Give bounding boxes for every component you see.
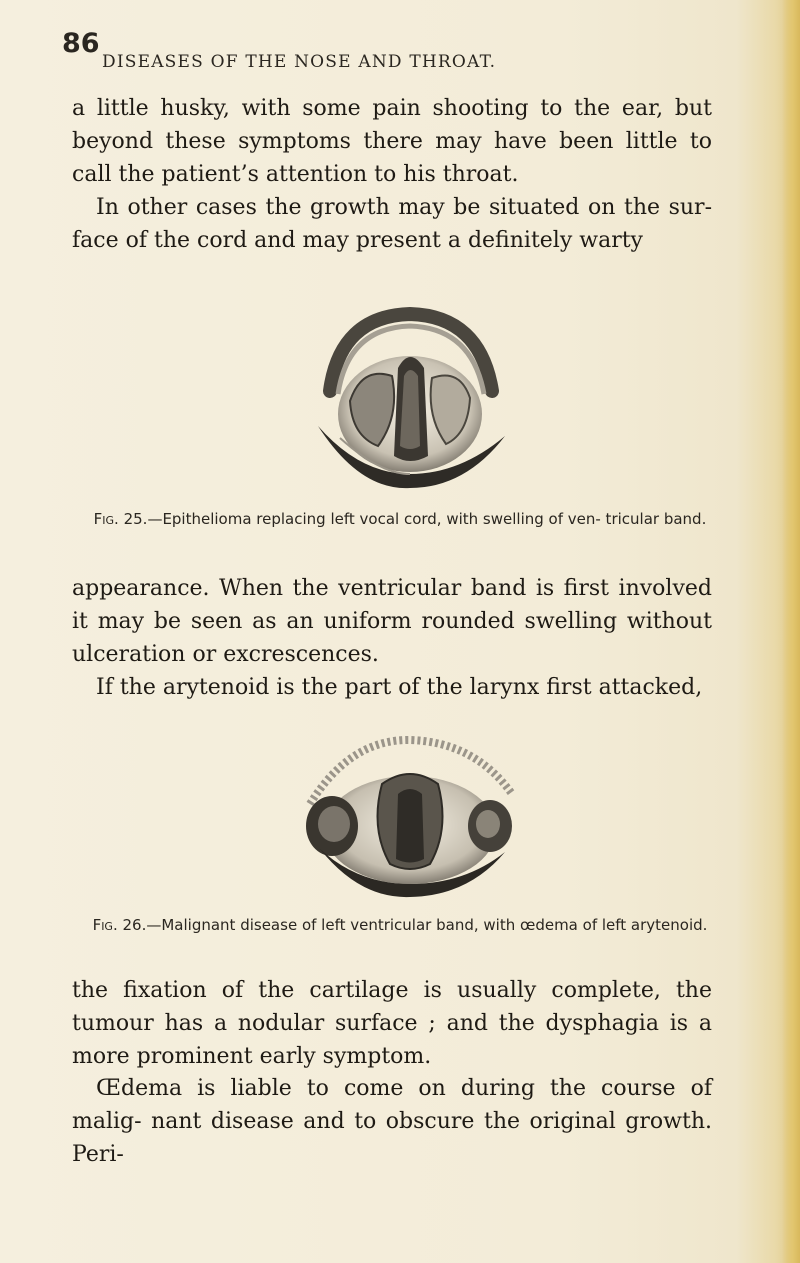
paragraph-6: Œdema is liable to come on during the course of malig- nant disease and to obscure the original growth. Peri- [72,1076,712,1167]
paragraph-3: appearance. When the ventricular band is first involved it may be seen as an uniform rounded swelling without ulceration or excrescences. [72,576,712,667]
figure-26-label: Fig. 26. [92,916,147,934]
page-number: 86 [62,28,100,59]
figure-25-label: Fig. 25. [93,510,148,528]
page-header [62,28,722,78]
figure-26-illustration [290,734,530,899]
figure-26-caption-text: —Malignant disease of left ventricular band, with œdema of left arytenoid. [146,916,708,934]
paragraph-2: In other cases the growth may be situated on the sur- face of the cord and may present a definitely warty [72,195,712,253]
page-edge [782,0,800,1263]
running-head: DISEASES OF THE NOSE AND THROAT. [102,52,497,72]
paragraph-1: a little husky, with some pain shooting to the ear, but beyond these symptoms there may have been little to call the patient’s attention to his throat. [72,96,712,187]
paragraph-5: the fixation of the cartilage is usually complete, the tumour has a nodular surface ; and the dysphagia is a more prominent early symptom. [72,978,712,1069]
figure-26-caption [80,914,720,936]
paragraph-4: If the arytenoid is the part of the larynx first attacked, [96,675,703,700]
figure-25-caption [80,508,720,530]
figure-25-caption-text: —Epithelioma replacing left vocal cord, with swelling of ven- tricular band. [147,510,707,528]
figure-25-illustration [300,306,520,491]
